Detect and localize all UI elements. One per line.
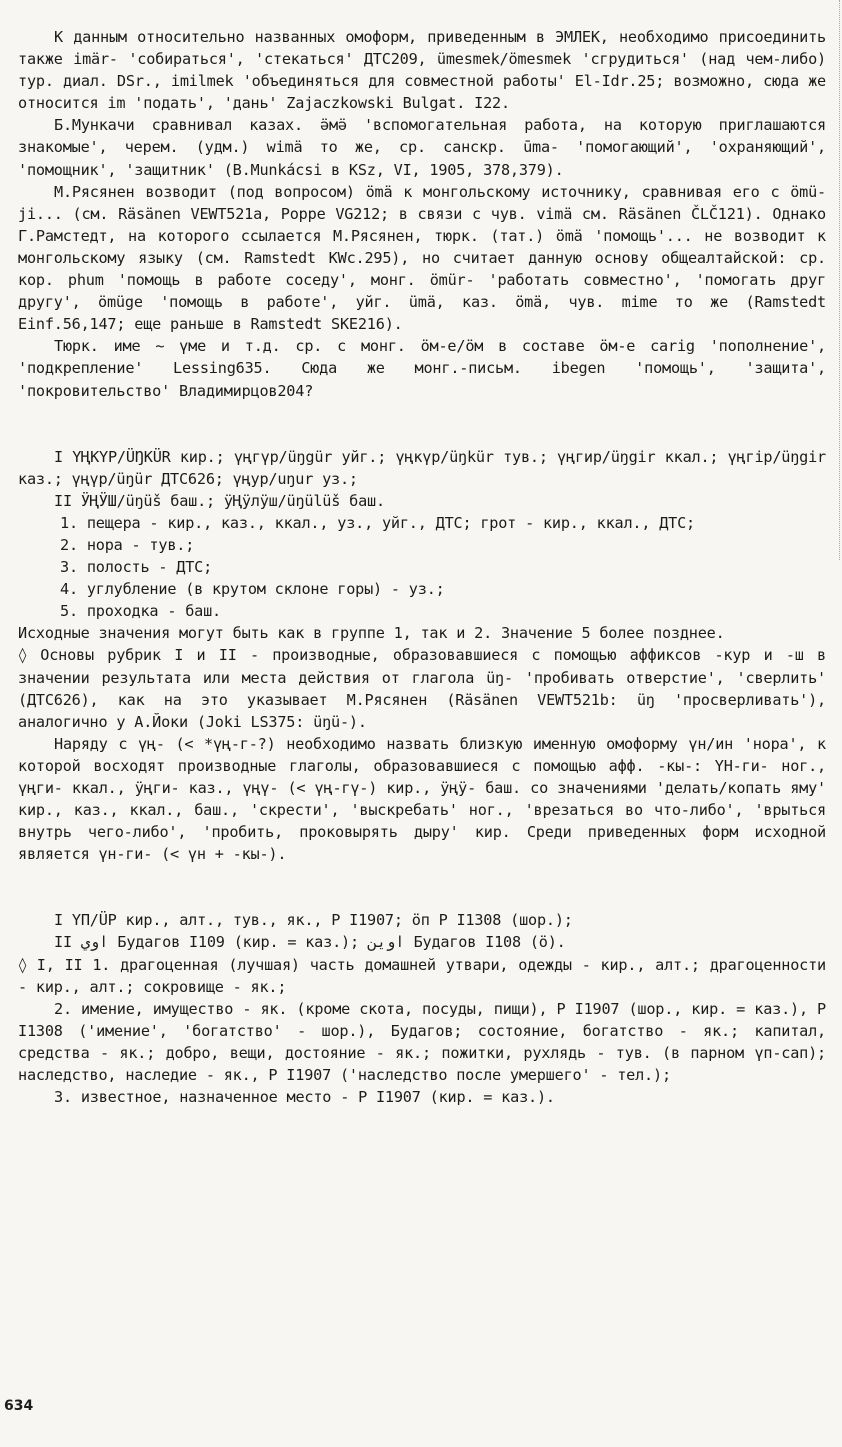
- list-item: 3. полость - ДТС;: [60, 558, 213, 577]
- paragraph: 2. имение, имущество - як. (кроме скота, посуды, пищи), Р I1907 (шор., кир. = каз.), Р I1308 ('имение', 'богатство' - шор.), Будагов; состояние, богатство - як.; капитал, средства - як.; добро, вещи, достояние - як.; пожитки, рухлядь - тув. (в парном үп-сап); наследство, наследие - як., Р I1907 ('наследство после умершего' - тел.);: [18, 999, 826, 1085]
- list-item: 5. проходка - баш.: [60, 602, 221, 621]
- spacer: [18, 865, 826, 909]
- paragraph: К данным относительно названных омоформ, приведенным в ЭМЛЕК, необходимо присоединить также imär- 'собираться', 'стекаться' ДТС209, ümesmek/ömesmek 'сгрудиться' (над чем-либо) тур. диал. DSr., imilmek 'объединяться для совместной работы' El-Idr.25; возможно, сюда же относится im 'подать', 'дань' Zajaczkowski Bulgat. I22.: [18, 28, 826, 113]
- entry-heading: I ҮҢКҮР/ÜŊKÜR кир.; үңгүр/üŋgür уйг.; үңкүр/üŋkür тув.; үңгир/üŋgir ккал.; үңгір/üŋgir каз.; үңүр/üŋür ДТС626; үңур/uŋur уз.;: [18, 447, 826, 488]
- list-item: 2. нора - тув.;: [60, 535, 195, 554]
- entry-heading: I ҮП/ÜP кир., алт., тув., як., Р I1907; ӧп Р I1308 (шор.);: [54, 911, 573, 930]
- paragraph: 3. известное, назначенное место - Р I1907 (кир. = каз.).: [54, 1088, 555, 1107]
- entry-heading: II ӰҢӰШ/üŋüš баш.; ӱҢӱлӱш/üŋülüš баш.: [54, 491, 385, 510]
- entry-heading: II اوي Будагов I109 (кир. = каз.); اوين Будагов I108 (ӧ).: [54, 933, 566, 952]
- body-text: [18, 26, 826, 1108]
- paragraph: ◊ I, II 1. драгоценная (лучшая) часть домашней утвари, одежды - кир., алт.; драгоценности - кир., алт.; сокровище - як.;: [18, 955, 826, 996]
- page-number: 634: [4, 1398, 34, 1414]
- paragraph: Исходные значения могут быть как в группе 1, так и 2. Значение 5 более позднее.: [18, 624, 725, 643]
- paragraph: М.Рясянен возводит (под вопросом) ömä к монгольскому источнику, сравнивая его с ömü-ji... (см. Räsänen VEWT521a, Poppe VG212; в связи с чув. vimä см. Räsänen ČLČ121). Однако Г.Рамстедт, на которого ссылается М.Рясянен, тюрк. (тат.) ömä 'помощь'... не возводит к монгольскому языку (см. Ramstedt KWc.295), но считает данную основу общеалтайской: ср. кор. phum 'помощь в работе соседу', монг. ömür- 'работать совместно', 'помогать друг другу', ömüge 'помощь в работе', уйг. ümä, каз. ömä, чув. mime то же (Ramstedt Einf.56,147; еще раньше в Ramstedt SKE216).: [18, 182, 826, 334]
- list-item: 1. пещера - кир., каз., ккал., уз., уйг., ДТС; грот - кир., ккал., ДТС;: [60, 513, 695, 532]
- spacer: [18, 402, 826, 446]
- list-item: 4. углубление (в крутом склоне горы) - уз.;: [60, 580, 445, 599]
- scan-margin-marks: [829, 0, 840, 560]
- paragraph: Б.Мункачи сравнивал казах. ӛмӛ 'вспомогательная работа, на которую приглашаются знакомые', черем. (удм.) wimä то же, ср. санскр. ūma- 'помогающий', 'охраняющий', 'помощник', 'защитник' (B.Munkácsi в KSz, VI, 1905, 378,379).: [18, 116, 826, 179]
- paragraph: ◊ Основы рубрик I и II - производные, образовавшиеся с помощью аффиксов -кур и -ш в значении результата или места действия от глагола üŋ- 'пробивать отверстие', 'сверлить' (ДТС626), как на это указывает М.Рясянен (Räsänen VEWT521b: üŋ 'просверливать'), аналогично у А.Йоки (Joki LS375: üŋü-).: [18, 646, 826, 731]
- paragraph: Наряду с үң- (< *үң-г-?) необходимо назвать близкую именную омоформу үн/ин 'нора', к которой восходят производные глаголы, образовавшиеся с помощью афф. -кы-: ҮН-ги- ног., үңги- ккал., ӱңги- каз., үңү- (< үң-гү-) кир., ӱңӱ- баш. со значениями 'делать/копать яму' кир., каз., ккал., баш., 'скрести', 'выскребать' ног., 'врезаться во что-либо', 'врыться внутрь чего-либо', 'пробить, проковырять дыру' кир. Среди приведенных форм исходной является үн-ги- (< үн + -кы-).: [18, 734, 826, 864]
- paragraph: Тюрк. име ~ үме и т.д. ср. с монг. ӧм-е/ӧм в составе ӧм-е сarig 'пополнение', 'подкрепление' Lessing635. Сюда же монг.-письм. ibegen 'помощь', 'защита', 'покровительство' Владимирцов204?: [18, 337, 826, 400]
